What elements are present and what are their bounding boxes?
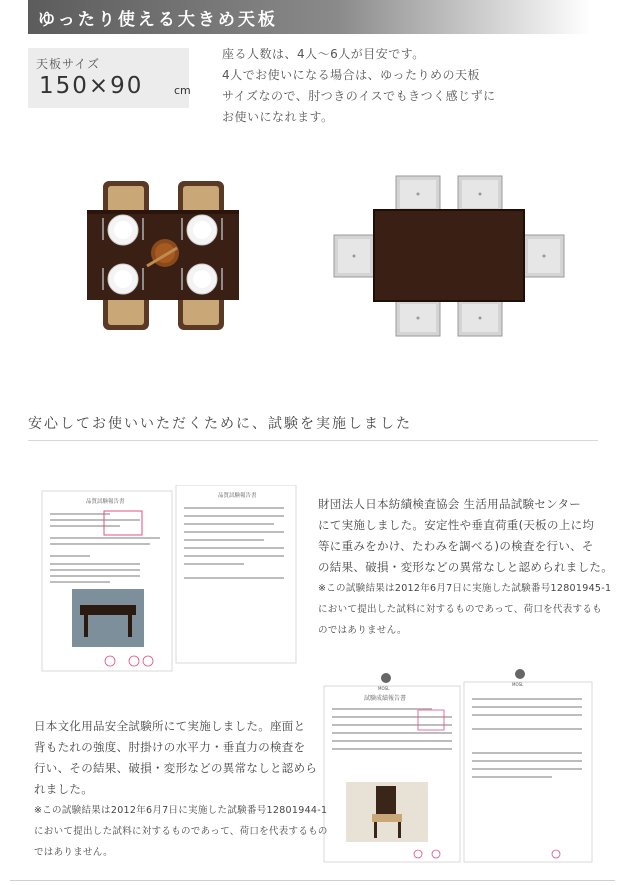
section-title: 安心してお使いいただくために、試験を実施しました xyxy=(28,416,412,432)
table-test-photo xyxy=(72,589,144,647)
size-label: 天板サイズ xyxy=(36,57,101,71)
test1-line: 財団法人日本紡績検査協会 生活用品試験センター xyxy=(318,497,582,511)
test1-line: にて実施しました。安定性や垂直荷重(天板の上に均 xyxy=(318,518,595,532)
intro-line: 4人でお使いになる場合は、ゆったりめの天板 xyxy=(222,68,481,82)
mosl-logo xyxy=(515,669,525,679)
intro-line: 座る人数は、4人～6人が目安です。 xyxy=(222,47,425,61)
svg-text:MOSL: MOSL xyxy=(512,682,524,687)
intro-line: お使いになれます。 xyxy=(222,110,334,124)
test2-line: れました。 xyxy=(34,782,93,796)
header-banner xyxy=(28,0,590,34)
intro-line: サイズなので、肘つきのイスでもきつく感じずに xyxy=(222,89,496,103)
seating-layout-diagram xyxy=(330,170,570,342)
page-title: ゆったり使える大きめ天板 xyxy=(38,10,278,30)
report-page xyxy=(464,682,592,862)
test1-line: 等に重みをかけ、たわみを調べる)の検査を行い、そ xyxy=(318,539,594,553)
test2-line: 背もたれの強度、肘掛けの水平力・垂直力の検査を xyxy=(34,740,306,754)
test2-note: ※この試験結果は2012年6月7日に実施した試験番号12801944-1 xyxy=(34,805,328,816)
test2-description xyxy=(34,716,328,863)
test1-note: において提出した試料に対するものであって、荷口を代表するも xyxy=(318,604,602,615)
size-value: 150×90 xyxy=(39,73,144,99)
intro-text xyxy=(222,44,502,128)
size-unit: cm xyxy=(174,84,191,97)
test1-note: のではありません。 xyxy=(318,625,407,636)
table-top xyxy=(374,210,524,301)
test1-description xyxy=(318,494,613,641)
test2-line: 行い、その結果、破損・変形などの異常なしと認めら xyxy=(34,761,318,775)
test2-line: 日本文化用品安全試験所にて実施しました。座面と xyxy=(34,719,306,733)
report-title: 試験成績報告書 xyxy=(364,695,407,702)
section-divider xyxy=(28,440,598,441)
report-title: 品質試験報告書 xyxy=(218,493,257,499)
test2-note: ではありません。 xyxy=(34,847,113,858)
test1-line: の結果、破損・変形などの異常なしと認められました。 xyxy=(318,560,613,574)
report-page xyxy=(176,485,296,663)
test-report-2-image xyxy=(322,668,596,864)
report-title: 品質試験報告書 xyxy=(86,499,125,505)
test-report-1-image xyxy=(36,485,304,675)
test1-note: ※この試験結果は2012年6月7日に実施した試験番号12801945-1 xyxy=(318,583,612,594)
svg-text:MOSL: MOSL xyxy=(378,686,390,691)
mosl-logo xyxy=(381,673,391,683)
size-box xyxy=(28,48,189,108)
bottom-divider xyxy=(10,880,615,881)
test2-note: において提出した試料に対するものであって、荷口を代表するもの xyxy=(34,826,328,837)
table-photo-diagram xyxy=(85,178,245,338)
